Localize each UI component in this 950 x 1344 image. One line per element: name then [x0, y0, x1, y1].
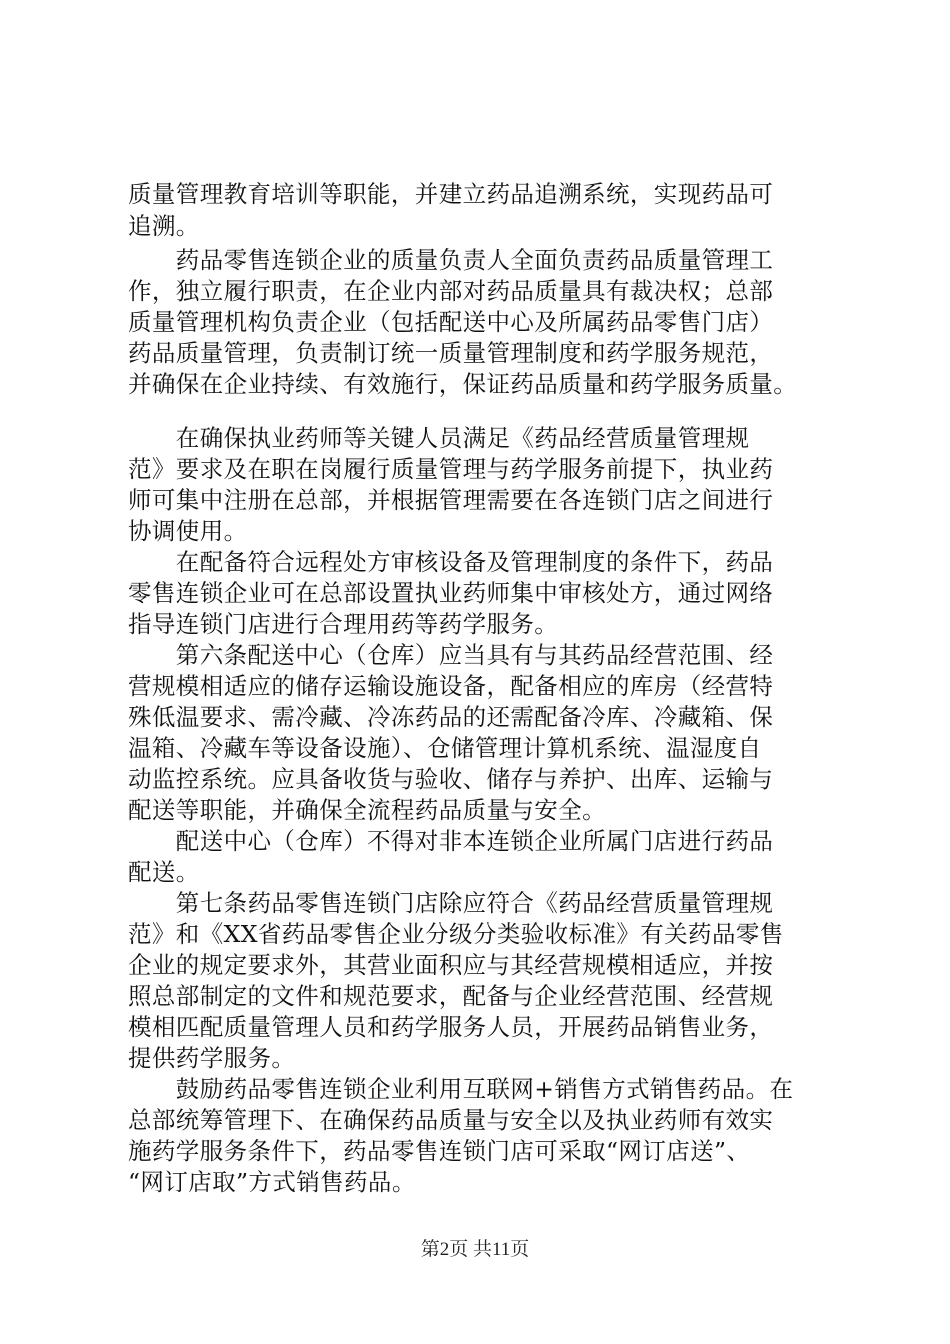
text-line: 鼓励药品零售连锁企业利用互联网+销售方式销售药品。在: [128, 1075, 794, 1103]
text-line: 质量管理教育培训等职能，并建立药品追溯系统，实现药品可: [128, 180, 774, 208]
text-line: 第七条药品零售连锁门店除应符合《药品经营质量管理规: [128, 889, 774, 917]
text-line: 追溯。: [128, 212, 200, 240]
text-line: 药品零售连锁企业的质量负责人全面负责药品质量管理工: [128, 246, 774, 274]
text-line: 营规模相适应的储存运输设施设备，配备相应的库房（经营特: [128, 672, 774, 700]
text-line: 并确保在企业持续、有效施行，保证药品质量和药学服务质量。: [128, 370, 798, 398]
text-line: 企业的规定要求外，其营业面积应与其经营规模相适应，并按: [128, 951, 774, 979]
text-line: 指导连锁门店进行合理用药等药学服务。: [128, 610, 559, 638]
text-line: 师可集中注册在总部，并根据管理需要在各连锁门店之间进行: [128, 486, 774, 514]
text-line: 质量管理机构负责企业（包括配送中心及所属药品零售门店）: [128, 308, 774, 336]
text-line: 在配备符合远程处方审核设备及管理制度的条件下，药品: [128, 548, 774, 576]
text-line: 施药学服务条件下，药品零售连锁门店可采取“网订店送”、: [128, 1137, 751, 1165]
text-line: 药品质量管理，负责制订统一质量管理制度和药学服务规范，: [128, 339, 774, 367]
text-line: 范》要求及在职在岗履行质量管理与药学服务前提下，执业药: [128, 455, 774, 483]
text-line: 照总部制定的文件和规范要求，配备与企业经营范围、经营规: [128, 982, 774, 1010]
text-line: 零售连锁企业可在总部设置执业药师集中审核处方，通过网络: [128, 579, 774, 607]
text-line: 作，独立履行职责，在企业内部对药品质量具有裁决权；总部: [128, 277, 774, 305]
text-line: 殊低温要求、需冷藏、冷冻药品的还需配备冷库、冷藏箱、保: [128, 703, 774, 731]
text-line: 第六条配送中心（仓库）应当具有与其药品经营范围、经: [128, 641, 774, 669]
text-line: 总部统筹管理下、在确保药品质量与安全以及执业药师有效实: [128, 1106, 774, 1134]
text-line: 动监控系统。应具备收货与验收、储存与养护、出库、运输与: [128, 765, 774, 793]
text-line: 在确保执业药师等关键人员满足《药品经营质量管理规: [128, 424, 750, 452]
text-line: “网订店取”方式销售药品。: [128, 1168, 416, 1196]
text-line: 协调使用。: [128, 517, 248, 545]
text-line: 提供药学服务。: [128, 1044, 296, 1072]
text-line: 范》和《XX省药品零售企业分级分类验收标准》有关药品零售: [128, 920, 784, 948]
text-line: 配送。: [128, 858, 200, 886]
text-line: 温箱、冷藏车等设备设施）、仓储管理计算机系统、温湿度自: [128, 734, 762, 762]
page-number-footer: 第2页 共11页: [420, 1239, 530, 1260]
text-line: 配送中心（仓库）不得对非本连锁企业所属门店进行药品: [128, 827, 774, 855]
text-line: 模相匹配质量管理人员和药学服务人员，开展药品销售业务，: [128, 1013, 774, 1041]
text-line: 配送等职能，并确保全流程药品质量与安全。: [128, 796, 606, 824]
